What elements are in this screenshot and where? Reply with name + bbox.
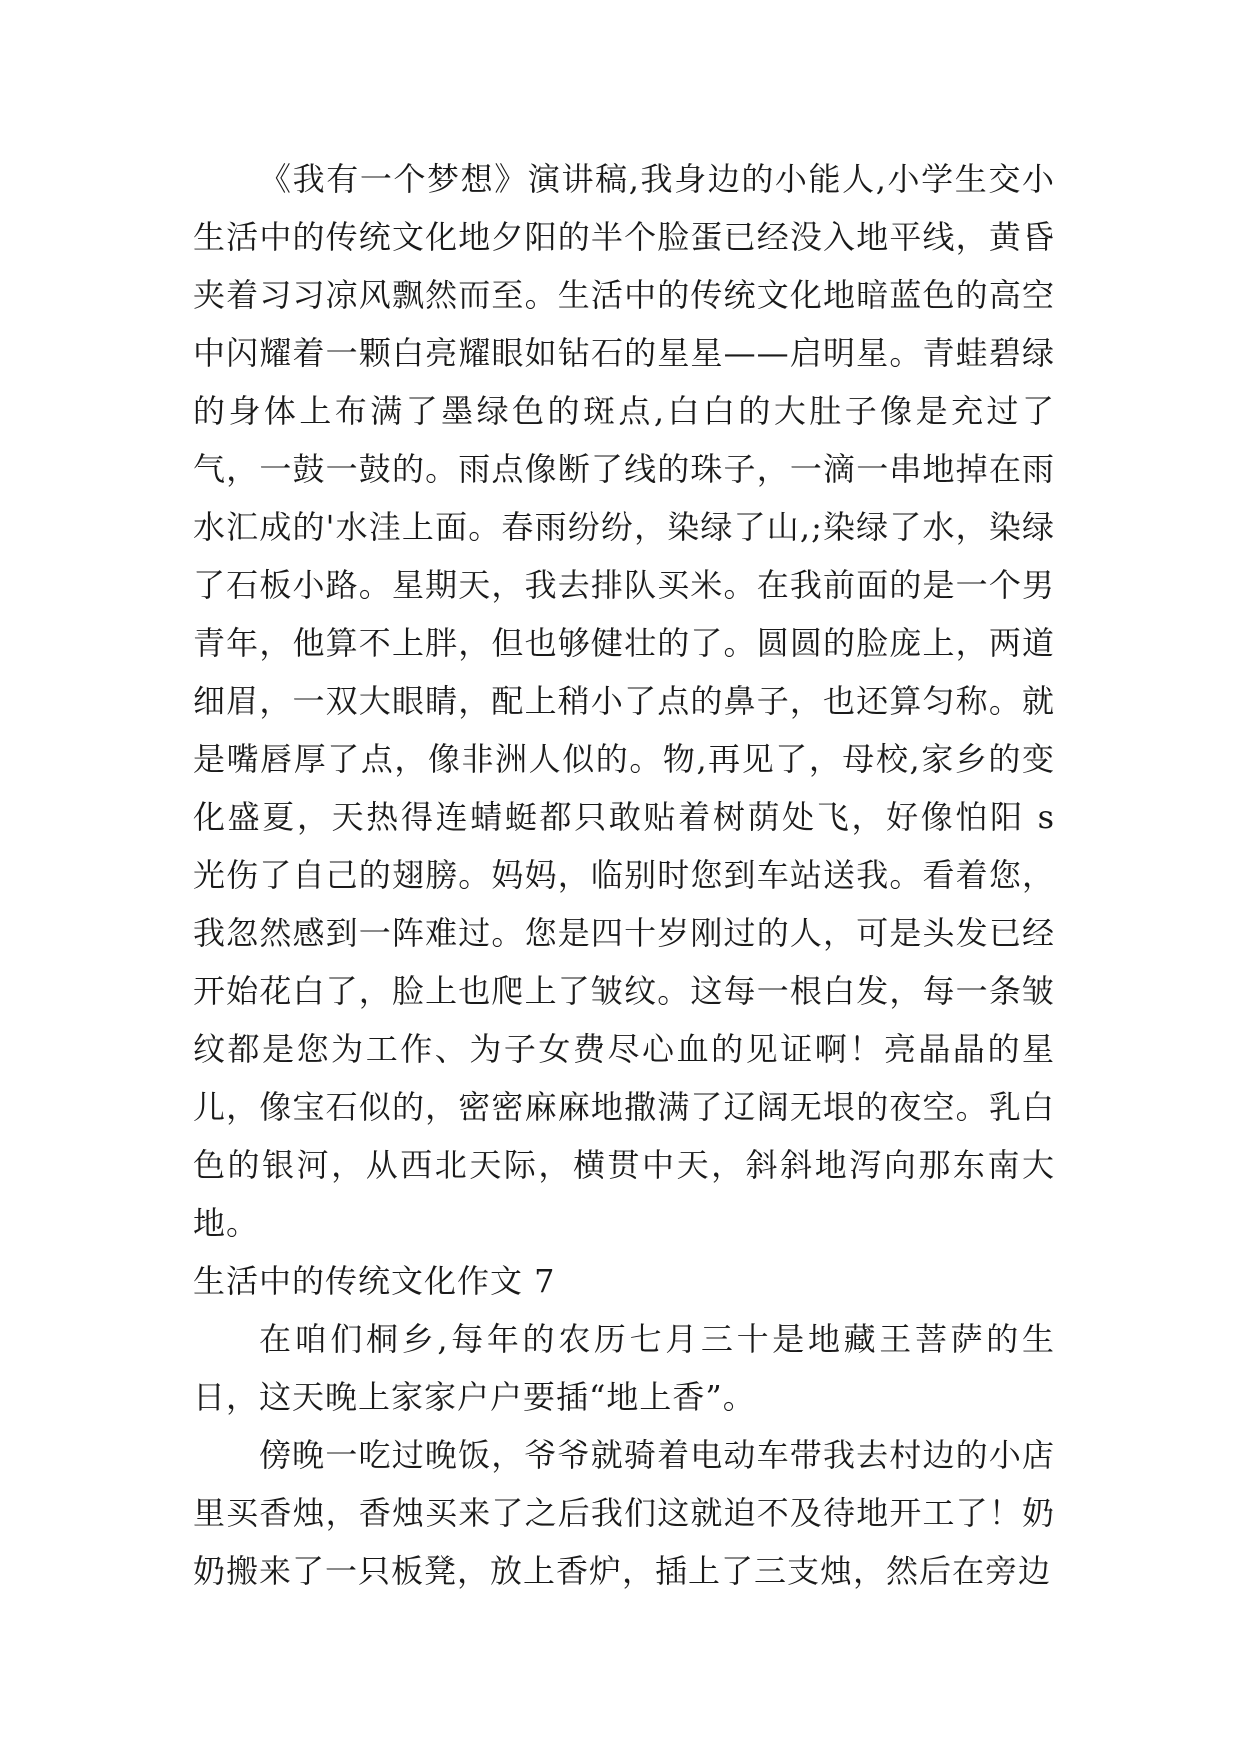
body-paragraph: 《我有一个梦想》演讲稿,我身边的小能人,小学生交小生活中的传统文化地夕阳的半个脸蛋已经没入地平线，黄昏夹着习习凉风飘然而至。生活中的传统文化地暗蓝色的高空中闪耀着一颗白亮耀眼如钻石的星星——启明星。青蛙碧绿的身体上布满了墨绿色的斑点,白白的大肚子像是充过了气，一鼓一鼓的。雨点像断了线的珠子，一滴一串地掉在雨水汇成的'水洼上面。春雨纷纷，染绿了山,;染绿了水，染绿了石板小路。星期天，我去排队买米。在我前面的是一个男青年，他算不上胖，但也够健壮的了。圆圆的脸庞上，两道细眉，一双大眼睛，配上稍小了点的鼻子，也还算匀称。就是嘴唇厚了点，像非洲人似的。物,再见了，母校,家乡的变化盛夏，天热得连蜻蜓都只敢贴着树荫处飞，好像怕阳 s 光伤了自己的翅膀。妈妈，临别时您到车站送我。看着您，我忽然感到一阵难过。您是四十岁刚过的人，可是头发已经开始花白了，脸上也爬上了皱纹。这每一根白发，每一条皱纹都是您为工作、为子女费尽心血的见证啊！亮晶晶的星儿，像宝石似的，密密麻麻地撒满了辽阔无垠的夜空。乳白色的银河，从西北天际，横贯中天，斜斜地泻向那东南大地。 (193, 160, 1055, 1242)
section-paragraph-1: 在咱们桐乡,每年的农历七月三十是地藏王菩萨的生日，这天晚上家家户户要插“地上香”。 (193, 1320, 1055, 1416)
section-title: 生活中的传统文化作文 7 (193, 1262, 556, 1300)
section-paragraph-2: 傍晚一吃过晚饭，爷爷就骑着电动车带我去村边的小店里买香烛，香烛买来了之后我们这就迫不及待地开工了！奶奶搬来了一只板凳，放上香炉，插上了三支烛，然后在旁边 (193, 1436, 1055, 1590)
document-body (193, 150, 1055, 1600)
